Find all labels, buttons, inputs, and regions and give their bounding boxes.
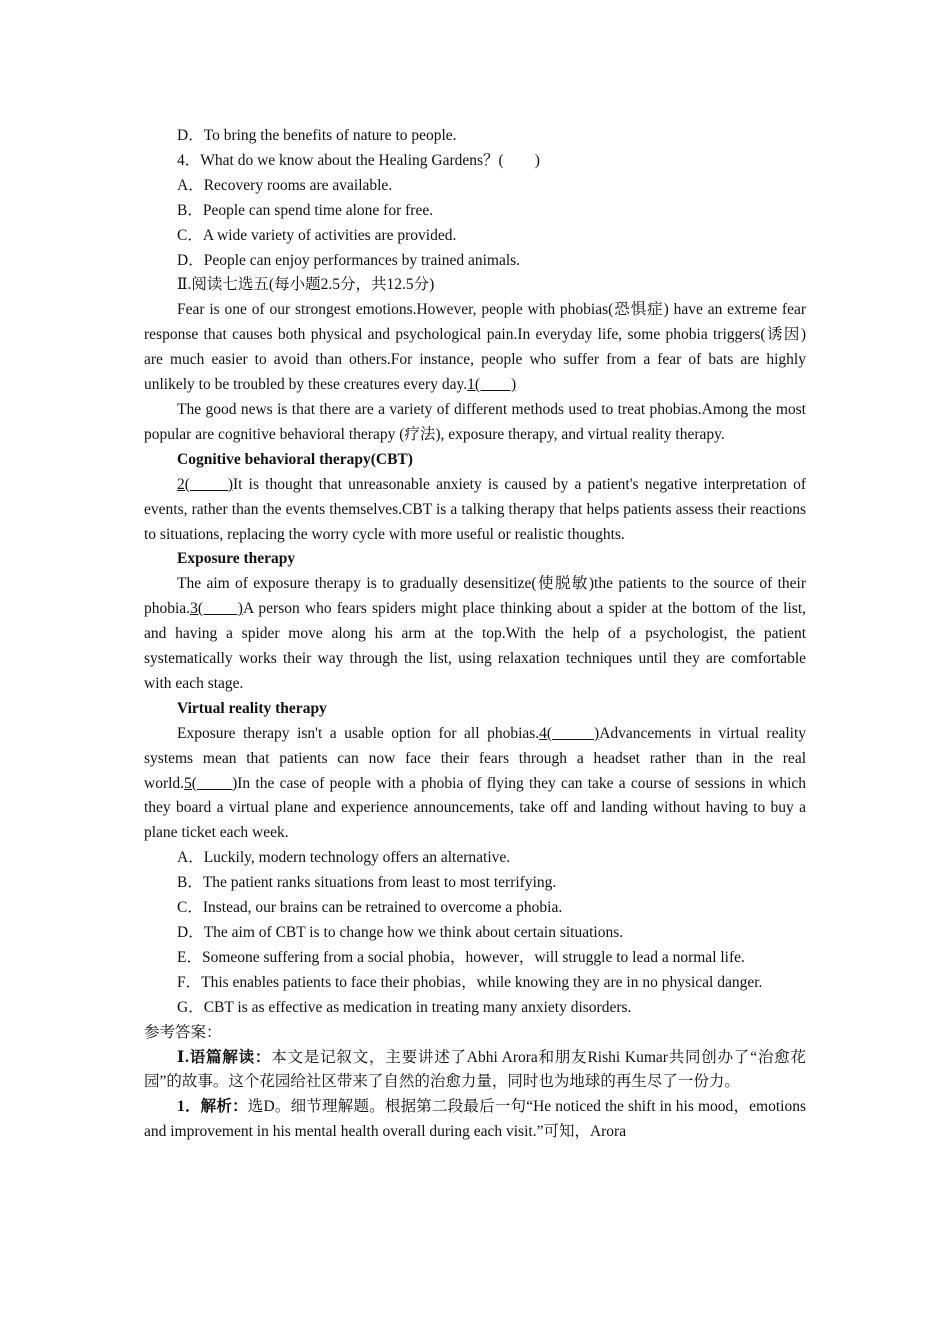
answer-intro [144, 1046, 806, 1096]
answer-intro-label: Ⅰ.语篇解读： [177, 1048, 272, 1066]
paragraph-4-before: The aim of exposure therapy is to gradually desensitize(使脱敏)the patients to the source of their phobia. [144, 575, 806, 618]
option-d: D．The aim of CBT is to change how we think about certain situations. [177, 924, 624, 941]
option-b: B．The patient ranks situations from least to most terrifying. [177, 874, 557, 892]
option-a: A．Luckily, modern technology offers an alternative. [177, 849, 511, 867]
passage-paragraph-3 [144, 473, 806, 548]
blank-1: 1( ) [467, 376, 517, 394]
paragraph-5-after: In the case of people with a phobia of flying they can take a course of sessions in which they board a virtual plane and experience announcements, take off and landing without having to buy a plane ticket each week. [144, 774, 807, 842]
q4-stem: 4．What do we know about the Healing Gardens？( ) [177, 151, 540, 169]
paragraph-3-text: It is thought that unreasonable anxiety is caused by a patient's negative interpretation of events, rather than the events themselves.CBT is a talking therapy that helps patients assess their reactions to situations, replacing the worry cycle with more useful or realistic thoughts. [144, 475, 806, 543]
passage-paragraph-4 [144, 572, 806, 697]
option-c: C．Instead, our brains can be retrained to overcome a phobia. [177, 899, 563, 917]
blank-4: 4( ) [539, 724, 600, 742]
answer-1 [144, 1095, 806, 1145]
paragraph-5-before: Exposure therapy isn't a usable option for all phobias. [177, 724, 540, 742]
q4-option-c: C．A wide variety of activities are provided. [177, 226, 457, 244]
blank-3: 3( ) [190, 600, 243, 618]
paragraph-1-text: Fear is one of our strongest emotions.However, people with phobias(恐惧症) have an extreme fear response that causes both physical and psychological pain.In everyday life, some phobia triggers(诱因) are much easier to avoid than others.For instance, people who suffer from a fear of bats are highly unlikely to be troubled by these creatures every day. [144, 301, 806, 394]
passage-paragraph-1 [144, 298, 806, 398]
document-page [144, 124, 806, 1145]
heading-cbt: Cognitive behavioral therapy(CBT) [177, 450, 413, 468]
heading-vr: Virtual reality therapy [177, 699, 327, 717]
blank-5: 5( ) [184, 774, 238, 792]
option-g: G．CBT is as effective as medication in treating many anxiety disorders. [177, 998, 632, 1016]
section2-heading: Ⅱ.阅读七选五(每小题2.5分，共12.5分) [177, 276, 435, 294]
option-e: E．Someone suffering from a social phobia，however，will struggle to lead a normal life. [177, 948, 745, 966]
option-f: F．This enables patients to face their phobias，while knowing they are in no physical danger. [177, 973, 763, 991]
answers-heading: 参考答案： [144, 1023, 222, 1041]
q4-option-b: B．People can spend time alone for free. [177, 201, 434, 219]
answer-1-text: 选D。细节理解题。根据第二段最后一句“He noticed the shift in his mood，emotions and improvement in his mental health overall during each visit.”可知，Arora [144, 1098, 806, 1141]
passage-paragraph-2: The good news is that there are a variety of different methods used to treat phobias.Among the most popular are cognitive behavioral therapy (疗法), exposure therapy, and virtual reality therapy. [144, 400, 806, 443]
answer-1-label: 1．解析： [177, 1098, 248, 1116]
blank-2: 2( ) [177, 475, 233, 493]
q4-option-d: D．People can enjoy performances by trained animals. [177, 251, 521, 269]
q3-option-d: D．To bring the benefits of nature to people. [177, 127, 457, 144]
passage-paragraph-5 [144, 722, 806, 847]
q4-option-a: A．Recovery rooms are available. [177, 176, 393, 194]
answer-intro-text: 本文是记叙文，主要讲述了Abhi Arora和朋友Rishi Kumar共同创办了“治愈花园”的故事。这个花园给社区带来了自然的治愈力量，同时也为地球的再生尽了一份力。 [144, 1048, 806, 1091]
paragraph-5-middle: Advancements in virtual reality systems mean that patients can now face their fears through a headset rather than in the real world. [144, 724, 806, 792]
paragraph-4-after: A person who fears spiders might place thinking about a spider at the bottom of the list, and having a spider move along his arm at the top.With the help of a psychologist, the patient systematically works their way through the list, using relaxation techniques until they are comfortable with each stage. [144, 600, 806, 692]
heading-exposure: Exposure therapy [177, 550, 296, 568]
